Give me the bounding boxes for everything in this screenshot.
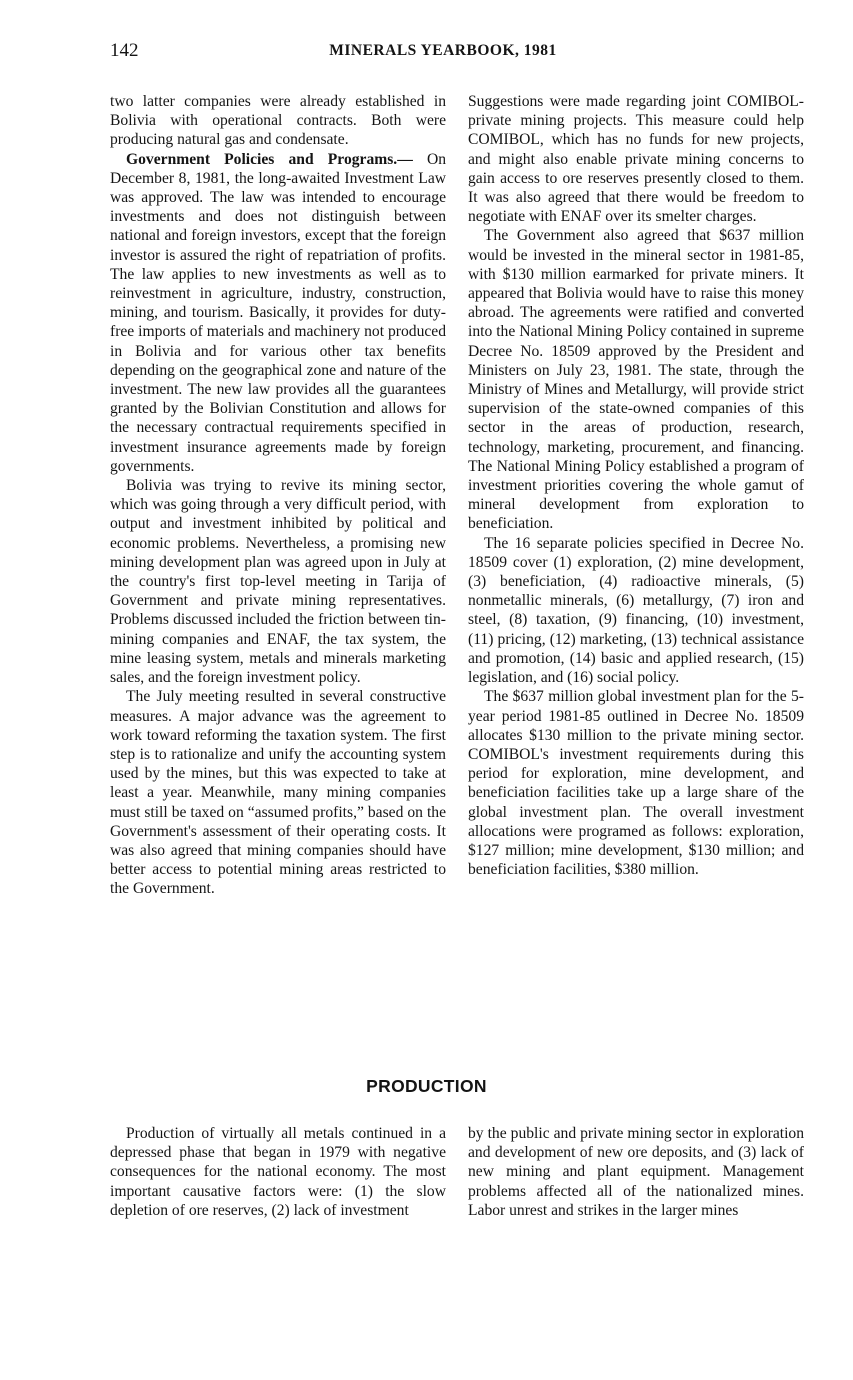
paragraph: The July meeting resulted in several constructive measures. A major advance was the agreement to work toward reforming the taxation system. The first step is to rationalize and unify the accounting system used by the mines, but this was expected to take at least a year. Meanwhile, many mining companies must still be taxed on “assumed profits,” based on the Government's assessment of their operating costs. It was also agreed that mining companies should have better access to potential mining areas restricted to the Government. [110, 688, 446, 898]
text-column-right [468, 92, 804, 879]
paragraph: Bolivia was trying to revive its mining sector, which was going through a very difficult period, with output and investment inhibited by political and economic problems. Nevertheless, a promising new mining development plan was agreed upon in July at the country's first top-level meeting in Tarija of Government and private mining representatives. Problems discussed included the friction between tin-mining companies and ENAF, the tax system, the mine leasing system, metals and minerals marketing sales, and the foreign investment policy. [110, 477, 446, 687]
running-title: MINERALS YEARBOOK, 1981 [329, 42, 557, 59]
paragraph: The 16 separate policies specified in Decree No. 18509 cover (1) exploration, (2) mine development, (3) beneficiation, (4) radioactive minerals, (5) nonmetallic minerals, (6) metallurgy, (7) iron and steel, (8) taxation, (9) financing, (10) investment, (11) pricing, (12) marketing, (13) technical assistance and promotion, (14) basic and applied research, (15) legislation, and (16) social policy. [468, 534, 804, 687]
paragraph [110, 150, 446, 476]
paragraph: two latter companies were already established in Bolivia with operational contracts. Both were producing natural gas and condensate. [110, 93, 446, 149]
section-heading: PRODUCTION [366, 1076, 487, 1096]
run-in-heading: Government Policies and Programs.— [126, 150, 413, 168]
paragraph: The $637 million global investment plan for the 5-year period 1981-85 outlined in Decree No. 18509 allocates $130 million to the private mining sector. COMIBOL's investment requirements during this period for exploration, mine development, and beneficiation facilities take up a large share of the global investment plan. The overall investment allocations were programed as follows: exploration, $127 million; mine development, $130 million; and beneficiation facilities, $380 million. [468, 688, 804, 879]
page-number: 142 [110, 40, 139, 61]
paragraph-body: On December 8, 1981, the long-awaited Investment Law was approved. The law was intended to encourage investments and does not distinguish between national and foreign investors, except that the foreign investor is assured the right of repatriation of profits. The law applies to new investments as well as to reinvestment in agriculture, industry, construction, mining, and tourism. Basically, it provides for duty-free imports of materials and machinery not produced in Bolivia and for various other tax benefits depending on the geographical zone and nature of the investment. The new law provides all the guarantees granted by the Bolivian Constitution and allows for the necessary contractual requirements specified in investment insurance agreements made by foreign governments. [110, 150, 447, 475]
paragraph: by the public and private mining sector in exploration and development of new ore deposits, and (3) lack of new mining and plant equipment. Management problems affected all of the nationalized mines. Labor unrest and strikes in the larger mines [468, 1125, 804, 1219]
paragraph: The Government also agreed that $637 million would be invested in the mineral sector in 1981-85, with $130 million earmarked for private miners. It appeared that Bolivia would have to raise this money abroad. The agreements were ratified and converted into the National Mining Policy contained in supreme Decree No. 18509 approved by the President and Ministers on July 23, 1981. The state, through the Ministry of Mines and Metallurgy, will provide strict supervision of the state-owned companies of this sector in the areas of production, research, technology, marketing, procurement, and financing. The National Mining Policy established a program of investment priorities covering the whole gamut of mineral development from exploration to beneficiation. [468, 227, 804, 533]
paragraph: Suggestions were made regarding joint COMIBOL-private mining projects. This measure could help COMIBOL, which has no funds for new projects, and might also enable private mining concerns to gain access to ore reserves presently closed to them. It was also agreed that there would be freedom to negotiate with ENAF over its smelter charges. [468, 93, 804, 226]
production-column-left [110, 1124, 446, 1220]
page-header [110, 40, 740, 66]
paragraph: Production of virtually all metals continued in a depressed phase that began in 1979 with negative consequences for the national economy. The most important causative factors were: (1) the slow depletion of ore reserves, (2) lack of investment [110, 1125, 446, 1219]
production-column-right [468, 1124, 804, 1220]
text-column-left [110, 92, 446, 899]
